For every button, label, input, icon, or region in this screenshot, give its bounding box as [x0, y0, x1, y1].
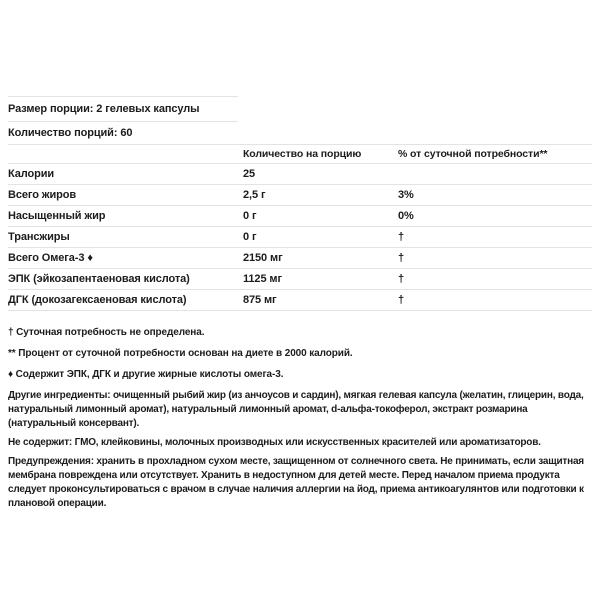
nutrient-label: Всего Омега-3 ♦: [8, 252, 93, 264]
row-trans-fat: [8, 227, 592, 248]
nutrient-amount: 0 г: [243, 231, 257, 243]
nutrition-facts-table: [8, 144, 592, 311]
nutrient-dv: †: [398, 231, 405, 243]
row-epa: [8, 269, 592, 290]
nutrient-amount: 25: [243, 168, 256, 180]
footnote-diamond: ♦ Содержит ЭПК, ДГК и другие жирные кислоты омега-3.: [8, 369, 284, 380]
contains-no-paragraph: Не содержит: ГМО, клейковины, молочных производных или искусственных красителей или ароматизаторов.: [8, 437, 541, 448]
nutrient-label: Всего жиров: [8, 189, 77, 201]
footnote-dagger: † Суточная потребность не определена.: [8, 327, 205, 338]
row-saturated-fat: [8, 206, 592, 227]
row-total-omega3: [8, 248, 592, 269]
nutrient-amount: 0 г: [243, 210, 257, 222]
row-total-fat: [8, 185, 592, 206]
nutrient-label: Калории: [8, 168, 55, 180]
warnings-paragraph: Предупреждения: хранить в прохладном сухом месте, защищенном от солнечного света. Не принимать, если защитная мембрана повреждена или отсутствует. Хранить в недоступном для детей месте. Перед началом приема продукта следует проконсультироваться с врачом в случае наличия аллергии на йод, приема антикоагулянтов или подготовки к плановой операции.: [8, 456, 584, 509]
nutrient-amount: 2150 мг: [243, 252, 283, 264]
nutrient-amount: 875 мг: [243, 294, 277, 306]
footnote-daily-value: ** Процент от суточной потребности основан на диете в 2000 калорий.: [8, 348, 353, 359]
row-dha: [8, 290, 592, 311]
nutrient-dv: 0%: [398, 210, 414, 222]
nutrient-amount: 2,5 г: [243, 189, 266, 201]
header-daily-value: % от суточной потребности**: [398, 148, 548, 160]
header-amount-per-serving: Количество на порцию: [243, 148, 362, 160]
nutrient-label: Трансжиры: [8, 231, 70, 243]
nutrient-dv: 3%: [398, 189, 414, 201]
nutrient-dv: †: [398, 252, 405, 264]
footnotes-block: [8, 326, 592, 382]
other-ingredients-paragraph: Другие ингредиенты: очищенный рыбий жир (из анчоусов и сардин), мягкая гелевая капсула (желатин, глицерин, вода, натуральный лимонный аромат), натуральный лимонный аромат, d-альфа-токоферол, экстракт розмарина (натуральный консервант).: [8, 390, 584, 429]
info-paragraphs: [8, 389, 592, 511]
nutrient-label: Насыщенный жир: [8, 210, 106, 222]
servings-per-container-text: Количество порций: 60: [8, 127, 133, 139]
table-header-row: [8, 145, 592, 164]
row-calories: [8, 164, 592, 185]
nutrient-dv: †: [398, 273, 405, 285]
nutrient-dv: †: [398, 294, 405, 306]
top-whitespace: [8, 0, 592, 96]
nutrient-label: ЭПК (эйкозапентаеновая кислота): [8, 273, 190, 285]
serving-size-text: Размер порции: 2 гелевых капсулы: [8, 103, 200, 115]
nutrient-amount: 1125 мг: [243, 273, 282, 285]
nutrient-label: ДГК (докозагексаеновая кислота): [8, 294, 187, 306]
